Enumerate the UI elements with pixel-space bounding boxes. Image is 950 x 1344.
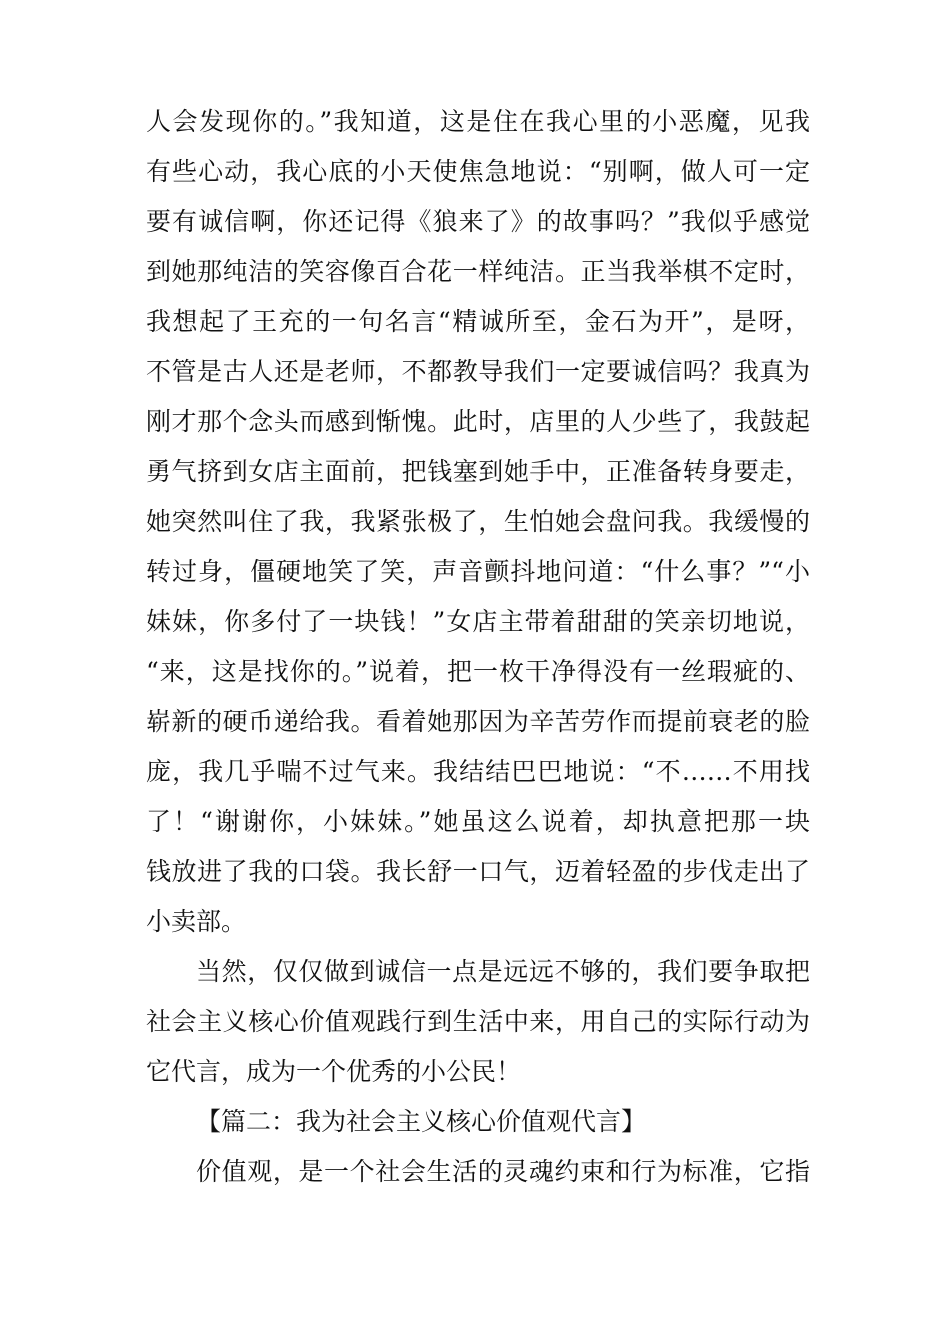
text-line: 不管是古人还是老师，不都教导我们一定要诚信吗？我真为 xyxy=(146,357,810,386)
text-line: 庞，我几乎喘不过气来。我结结巴巴地说：“不……不用找 xyxy=(146,757,810,786)
text-line: 要有诚信啊，你还记得《狼来了》的故事吗？”我似乎感觉 xyxy=(146,207,810,236)
paragraph-start-line: 价值观，是一个社会生活的灵魂约束和行为标准，它指 xyxy=(196,1157,810,1186)
text-line: 小卖部。 xyxy=(146,907,247,936)
text-line: 她突然叫住了我，我紧张极了，生怕她会盘问我。我缓慢的 xyxy=(146,507,810,536)
text-line: 崭新的硬币递给我。看着她那因为辛苦劳作而提前衰老的脸 xyxy=(146,707,810,736)
text-line: 社会主义核心价值观践行到生活中来，用自己的实际行动为 xyxy=(146,1007,810,1036)
text-line: 勇气挤到女店主面前，把钱塞到她手中，正准备转身要走， xyxy=(146,457,810,486)
text-line: 刚才那个念头而感到惭愧。此时，店里的人少些了，我鼓起 xyxy=(146,407,810,436)
text-line: 我想起了王充的一句名言“精诚所至，金石为开”，是呀， xyxy=(146,307,810,336)
text-line: 钱放进了我的口袋。我长舒一口气，迈着轻盈的步伐走出了 xyxy=(146,857,810,886)
text-line: 人会发现你的。”我知道，这是住在我心里的小恶魔，见我 xyxy=(146,107,810,136)
text-line: 了！“谢谢你，小妹妹。”她虽这么说着，却执意把那一块 xyxy=(146,807,810,836)
text-line: “来，这是找你的。”说着，把一枚干净得没有一丝瑕疵的、 xyxy=(146,657,810,686)
section-heading: 【篇二：我为社会主义核心价值观代言】 xyxy=(196,1107,647,1136)
text-line: 妹妹，你多付了一块钱！”女店主带着甜甜的笑亲切地说， xyxy=(146,607,810,636)
text-line: 转过身，僵硬地笑了笑，声音颤抖地问道：“什么事？”“小 xyxy=(146,557,810,586)
text-line: 它代言，成为一个优秀的小公民！ xyxy=(146,1057,522,1086)
text-line: 到她那纯洁的笑容像百合花一样纯洁。正当我举棋不定时， xyxy=(146,257,810,286)
text-line: 有些心动，我心底的小天使焦急地说：“别啊，做人可一定 xyxy=(146,157,810,186)
paragraph-start-line: 当然，仅仅做到诚信一点是远远不够的，我们要争取把 xyxy=(196,957,810,986)
article-body xyxy=(146,97,810,1197)
